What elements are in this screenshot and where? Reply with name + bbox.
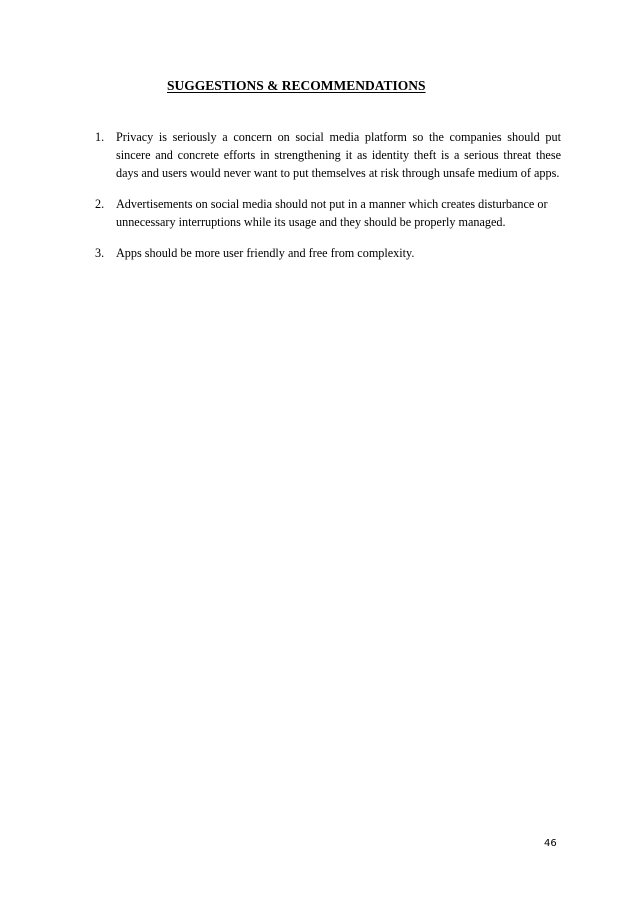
list-item-text: Advertisements on social media should not put in a manner which creates disturbance or unnecessary interruptions while its usage and they should be properly managed. <box>116 197 548 229</box>
list-item-number: 2. <box>95 197 105 211</box>
list-item <box>95 128 561 182</box>
page-title: SUGGESTIONS & RECOMMENDATIONS <box>167 78 426 93</box>
list-item-text: Privacy is seriously a concern on social media platform so the companies should put sincere and concrete efforts in strengthening it as identity theft is a serious threat these days and users would never want to put themselves at risk through unsafe medium of apps. <box>116 130 561 180</box>
list-item-text: Apps should be more user friendly and free from complexity. <box>116 246 415 260</box>
list-item <box>95 195 561 231</box>
list-item <box>95 244 561 262</box>
list-item-number: 1. <box>95 130 105 144</box>
recommendations-list <box>95 128 561 275</box>
list-item-number: 3. <box>95 246 105 260</box>
page-number: 46 <box>544 838 557 849</box>
